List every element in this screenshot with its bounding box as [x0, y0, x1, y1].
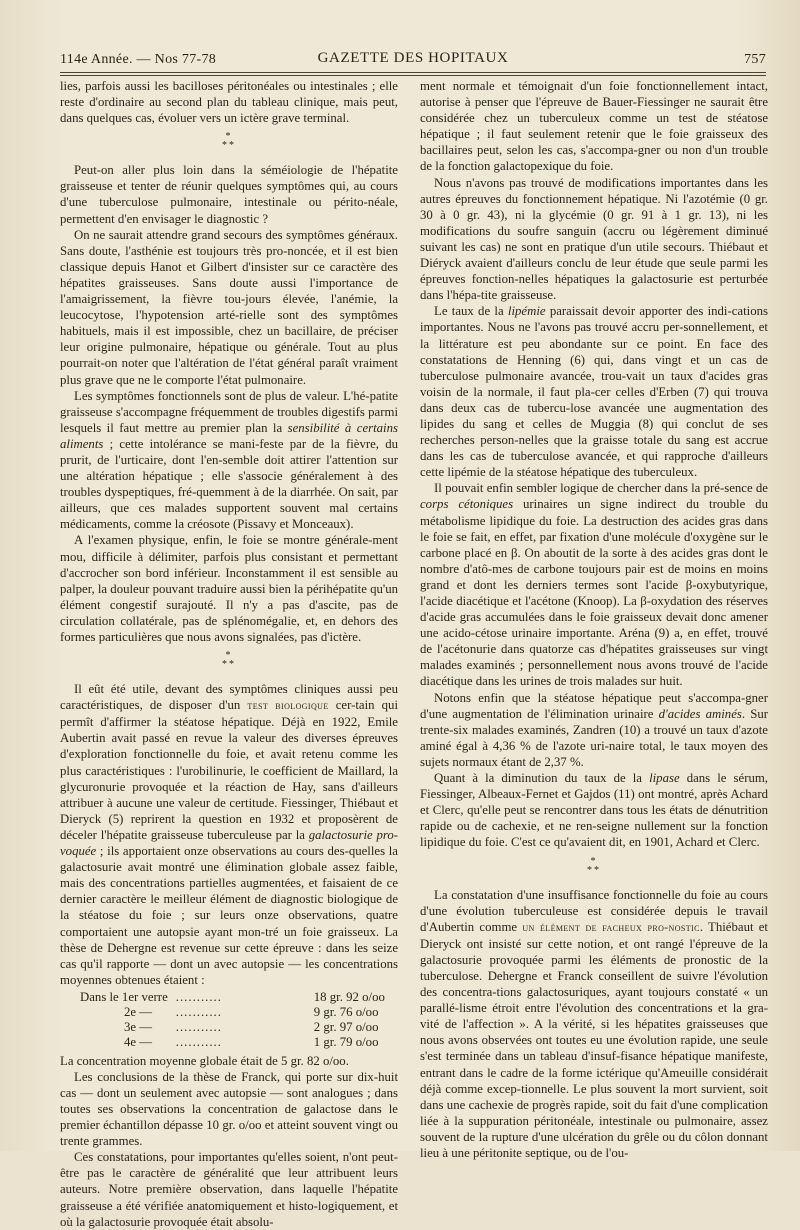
page-number: 757 [744, 52, 766, 67]
small-caps-phrase: test biologique [247, 700, 329, 713]
paragraph: A l'examen physique, enfin, le foie se montre générale-ment mou, difficile à délimiter, parfois plus consistant et permettant d'accrocher son bord inférieur. Inconstamment il est sensible au palper, la douleur pouvant traduire aussi bien la périhépatite qu'un élément congestif surajouté. Il n'y a pas d'ascite, pas de circulation collatérale, pas de splénomégalie, et, en dehors des formes particulières que nous avons signalées, pas d'ictère. [60, 533, 398, 644]
header-rule-bottom [60, 75, 766, 76]
table-row: 4e — ........... 1 gr. 79 o/oo [124, 1035, 379, 1050]
italic-phrase: d'acides aminés [658, 706, 742, 721]
italic-phrase: lipase [649, 771, 680, 786]
paragraph: Le taux de la lipémie paraissait devoir apporter des indi-cations importantes. Nous ne l'avons pas trouvé accru per-sonnellement, et la littérature est peu abondante sur ce point. En face des constatations de Henning (6) qui, dans vingt et un cas de tuberculose pulmonaire avancée, trou-vait un taux d'acides gras voisin de la normale, il faut pla-cer celles d'Erben (7) qui trouva dans deux cas de tubercu-lose avancée une augmentation des lipides du sang et celles de Muggia (8) qui conclut de ses recherches person-nelles que la graisse totale du sang est accrue dans les cas de tuberculose avancée, et qui rapproche d'ailleurs cette lipémie de la stéatose hépatique des tuberculeux. [420, 304, 768, 480]
left-column [60, 78, 398, 1230]
italic-phrase: galactosurie pro-voquée [60, 827, 399, 859]
paragraph: Les symptômes fonctionnels sont de plus de valeur. L'hé-patite graisseuse s'accompagne fréquemment de troubles digestifs parmi lesquels il faut mettre au premier plan la sensibilité à certains aliments ; cette intolérance se mani-feste par de la fièvre, du prurit, de l'urticaire, dont l'en-semble doit attirer l'attention sur une altération hépatique ; elle s'associe généralement à des troubles dyspeptiques, fré-quemment à de la diarrhée. On sait, par ailleurs, que ces malades supportent souvent mal certains médicaments, comme la créosote (Pissavy et Monceaux). [60, 388, 398, 532]
paragraph: Quant à la diminution du taux de la lipase dans le sérum, Fiessinger, Albeaux-Fernet et Gajdos (11) ont montré, après Achard et Clerc, qu'elle peut se rencontrer dans tous les états de dénutrition rapide ou de cachexie, et ne ren-seigne nullement sur la fonction lipidique du foie. C'est ce qu'avaient dit, en 1901, Achard et Clerc. [420, 771, 769, 850]
header-rule-top [60, 72, 766, 73]
paragraph: La concentration moyenne globale était de 5 gr. 82 o/oo. [60, 1053, 349, 1068]
table-row: 2e — ........... 9 gr. 76 o/oo [124, 1005, 379, 1020]
table-row: 3e — ........... 2 gr. 97 o/oo [124, 1020, 379, 1035]
paragraph: Ces constatations, pour importantes qu'elles soient, n'ont peut-être pas le caractère de généralité que leur attribuent leurs auteurs. Notre première observation, dans laquelle l'hépatite graisseuse a été vérifiée anatomiquement et histo-logiquement, et où la galactosurie provoquée était absolu- [60, 1150, 398, 1229]
table-row: Dans le 1er verre ........... 18 gr. 92 o/oo [80, 989, 385, 1004]
paragraph: ment normale et témoignait d'un foie fonctionnellement intact, autorise à penser que l'épreuve de Bauer-Fiessinger ne saurait être considérée chez un tuberculeux comme un test de stéatose hépatique ; il faut seulement retenir que le foie graisseux des bacillaires peut, selon les cas, s'accompa-gner ou non d'un trouble de la fonction galactopexique du foie. [420, 79, 768, 174]
right-column [420, 78, 768, 1161]
section-separator: * ** [222, 650, 236, 671]
paragraph: Il eût été utile, devant des symptômes cliniques aussi peu caractéristiques, de disposer d'un test biologique cer-tain qui permît d'affirmer la stéatose hépatique. Déjà en 1922, Emile Aubertin avait passé en revue la valeur des diverses épreuves d'exploration fonctionnelle du foie, et avait retenu comme les plus caractéristiques : l'urobilinurie, le coefficient de Maillard, la glycuronurie provoquée et la réaction de Hay, sans d'ailleurs attribuer à aucune une valeur de certitude. Fiessinger, Thiébaut et Dieryck (5) reprirent la question en 1932 et proposèrent de déceler l'hépatite graisseuse tuberculeuse par la galactosurie pro-voquée ; ils apportaient onze observations au cours des-quelles la galactosurie avait montré une élimination globale assez faible, mais des concentrations partielles augmentées, et faisaient de ce dernier caractère le meilleur élément de diagnostic biologique de la stéatose du foie ; sur leurs onze observations, quatre comportaient une autopsie ayant mon-tré un foie graisseux. La thèse de Dehergne est revenue sur cette épreuve : dans les seize cas qu'il rapporte — dont un avec autopsie — les concentrations moyennes obtenues étaient : [60, 682, 399, 987]
paragraph: Les conclusions de la thèse de Franck, qui porte sur dix-huit cas — dont un seulement avec autopsie — sont analogues ; dans toutes ses observations la concentration de galactose dans le premier échantillon dépasse 10 gr. o/oo et atteint souvent vingt ou trente grammes. [60, 1069, 398, 1149]
paragraph: Il pouvait enfin sembler logique de chercher dans la pré-sence de corps cétoniques urinaires un signe indirect du trouble du métabolisme lipidique du foie. La destruction des acides gras dans le foie se fait, en effet, par fixation d'une molécule d'oxygène sur le carbone placé en β. On aboutit de la sorte à des acides gras dont le nombre d'atô-mes de carbone toujours pair est de moins en moins grand et dont les derniers termes sont l'acide β-oxybutyrique, l'acide diacétique et l'acétone (Knoop). La β-oxydation des réserves d'acide gras accumulées dans le foie graisseux devait donc amener une acido-cétose urinaire importante. Aréna (9) a, en effet, trouvé de l'acétonurie dans quatorze cas d'hépatites graisseuses sur vingt malades examinés ; personnellement nous avons trouvé de l'acide diacétique dans les urines de trois malades sur huit. [420, 481, 768, 689]
italic-phrase: lipémie [507, 304, 546, 319]
issue-number: 114e Année. — Nos 77-78 [60, 52, 217, 67]
paragraph: La constatation d'une insuffisance fonctionnelle du foie au cours d'une évolution tuberculeuse est considérée depuis le travail d'Aubertin comme un élément de facheux pro-nostic. Thiébaut et Dieryck ont insisté sur cette notion, et ont rangé l'épreuve de la galactosurie provoquée parmi les éléments de pronostic de la tuberculose. Dehergne et Franck conseillent de suivre l'évolution des concentra-tions galactosuriques, ayant toujours constaté « un parallé-lisme étroit entre l'évolution des concentrations et la gra-vité de l'affection ». A la vérité, si les hépatites graisseuses que nous avons observées ont toutes eu une évolution rapide, une seule s'est terminée dans un tableau d'insuf-fisance hépatique manifeste, entrant dans le cadre de la forme ictérique qu'Ameuille considérait déjà comme excep-tionnelle. Le plus souvent la mort survient, soit dans une cachexie de progrès rapide, soit du fait d'une complication liée à la suppuration péritonéale, intestinale ou pulmonaire, assez souvent de la rupture d'une ulcération du grêle ou du côlon donnant lieu à une péritonite septique, ou de l'ou- [420, 887, 768, 1160]
section-separator: * ** [587, 855, 601, 876]
paragraph: Nous n'avons pas trouvé de modifications importantes dans les autres épreuves du fonctionnement hépatique. Ni l'azotémie (0 gr. 30 à 0 gr. 43), ni la glycémie (0 gr. 91 à 1 gr. 13), ni les modifications du soufre sanguin (accru ou légèrement diminué suivant les cas) ne sont en pratique d'un utile secours. Thiébaut et Diéryck avaient d'ailleurs conclu de leur étude que seule parmi les épreuves fonction-nelles hépatiques la galactosurie est perturbée dans l'hépa-tite graisseuse. [420, 175, 768, 303]
page-header [60, 48, 766, 72]
small-caps-phrase: un élément de facheux pro-nostic [522, 921, 700, 934]
concentration-table [80, 990, 393, 1051]
italic-phrase: corps cétoniques [420, 497, 514, 512]
paragraph: On ne saurait attendre grand secours des symptômes généraux. Sans doute, l'asthénie est toujours très pro-noncée, et il est bien classique depuis Hanot et Gilbert d'insister sur ce caractère des hépatites graisseuses. Sans doute aussi l'importance de l'amaigrissement, la fièvre tou-jours élevée, l'anémie, la leucocytose, l'hypotension arté-rielle sont des symptômes habituels, mais il est impossible, chez un bacillaire, de préciser leur origine pulmonaire, hépatique ou générale. Tout au plus pourrait-on noter que l'altération de l'état général paraît vraiment plus grave que ne le comporte l'état pulmonaire. [60, 227, 398, 387]
paragraph: Notons enfin que la stéatose hépatique peut s'accompa-gner d'une augmentation de l'élimination urinaire d'acides aminés. Sur trente-six malades examinés, Zandren (10) a trouvé un taux d'azote aminé égal à 4,36 % de l'azote uri-naire total, le taux moyen des sujets normaux étant de 2,37 %. [420, 690, 768, 769]
paragraph: Peut-on aller plus loin dans la séméiologie de l'hépatite graisseuse et tenter de réunir quelques symptômes qui, au cours d'une tuberculose pulmonaire, intestinale ou périto-néale, permettent d'en envisager le diagnostic ? [60, 163, 398, 226]
section-separator: * ** [222, 131, 236, 152]
italic-phrase: sensibilité à certains aliments [60, 420, 398, 451]
journal-title: GAZETTE DES HOPITAUX [317, 50, 509, 66]
paragraph: lies, parfois aussi les bacilloses péritonéales ou intestinales ; elle reste d'ordinaire au second plan du tableau clinique, mais peut, dans quelques cas, évoluer vers un ictère grave terminal. [60, 79, 398, 126]
